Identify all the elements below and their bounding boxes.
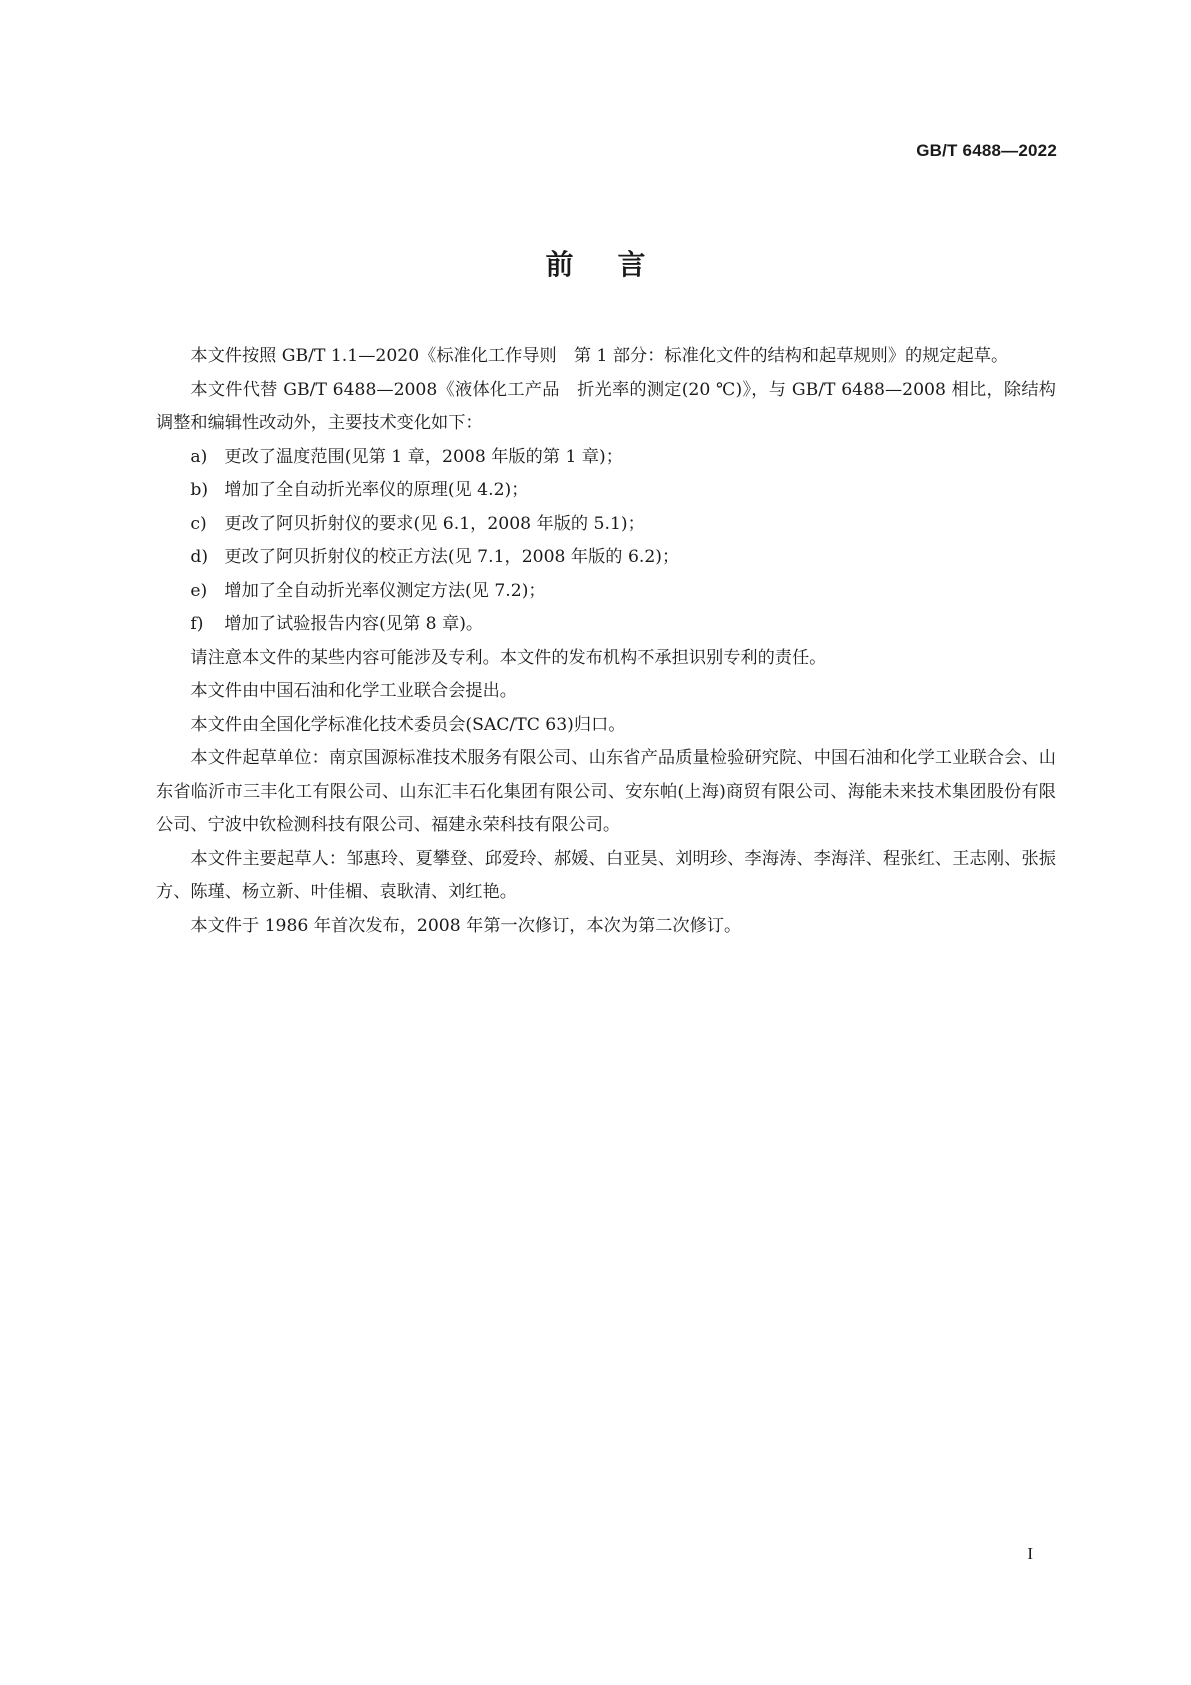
list-item-text: 增加了试验报告内容(见第 8 章)。 <box>224 614 484 634</box>
standard-number: GB/T 6488—2022 <box>916 141 1057 160</box>
paragraph-drafting-basis: 本文件按照 GB/T 1.1—2020《标准化工作导则 第 1 部分：标准化文件的结构和起草规则》的规定起草。 <box>190 346 1009 366</box>
paragraph-centralized-by: 本文件由全国化学标准化技术委员会(SAC/TC 63)归口。 <box>190 714 626 735</box>
paragraph-replacement-statement: 本文件代替 GB/T 6488—2008《液体化工产品 折光率的测定(20 ℃)》，与 GB/T 6488—2008 相比，除结构调整和编辑性改动外，主要技术变化如下： <box>156 379 1056 433</box>
page-title: 前言 <box>545 248 690 281</box>
paragraph-proposer: 本文件由中国石油和化学工业联合会提出。 <box>190 681 517 701</box>
changes-list <box>156 441 1056 642</box>
list-item <box>156 541 1056 575</box>
paragraph-drafters: 本文件主要起草人：邹惠玲、夏攀登、邱爱玲、郝媛、白亚昊、刘明珍、李海涛、李海洋、程张红、王志刚、张振方、陈瑾、杨立新、叶佳楣、袁耿清、刘红艳。 <box>156 848 1056 902</box>
list-item <box>156 474 1056 508</box>
list-item-text: 更改了温度范围(见第 1 章，2008 年版的第 1 章)； <box>224 446 623 467</box>
paragraph-revision-history: 本文件于 1986 年首次发布，2008 年第一次修订，本次为第二次修订。 <box>190 915 742 936</box>
list-marker: e) <box>190 580 208 601</box>
paragraph-patent-notice: 请注意本文件的某些内容可能涉及专利。本文件的发布机构不承担识别专利的责任。 <box>190 647 827 668</box>
paragraph-drafting-units: 本文件起草单位：南京国源标准技术服务有限公司、山东省产品质量检验研究院、中国石油和化学工业联合会、山东省临沂市三丰化工有限公司、山东汇丰石化集团有限公司、安东帕(上海)商贸有限公司、海能未来技术集团股份有限公司、宁波中钦检测科技有限公司、福建永荣科技有限公司。 <box>156 748 1056 835</box>
list-marker: b) <box>190 480 209 500</box>
list-marker: c) <box>190 513 207 534</box>
list-item <box>156 608 1056 642</box>
list-marker: d) <box>190 547 209 567</box>
page-number: I <box>1027 1544 1033 1563</box>
list-marker: f) <box>190 614 204 634</box>
list-item <box>156 508 1056 542</box>
list-marker: a) <box>190 446 208 467</box>
document-body <box>156 340 1056 943</box>
list-item <box>156 441 1056 475</box>
list-item-text: 更改了阿贝折射仪的要求(见 6.1，2008 年版的 5.1)； <box>224 513 645 534</box>
list-item-text: 增加了全自动折光率仪测定方法(见 7.2)； <box>224 580 546 601</box>
list-item <box>156 575 1056 609</box>
list-item-text: 更改了阿贝折射仪的校正方法(见 7.1，2008 年版的 6.2)； <box>224 547 680 567</box>
list-item-text: 增加了全自动折光率仪的原理(见 4.2)； <box>224 480 529 500</box>
